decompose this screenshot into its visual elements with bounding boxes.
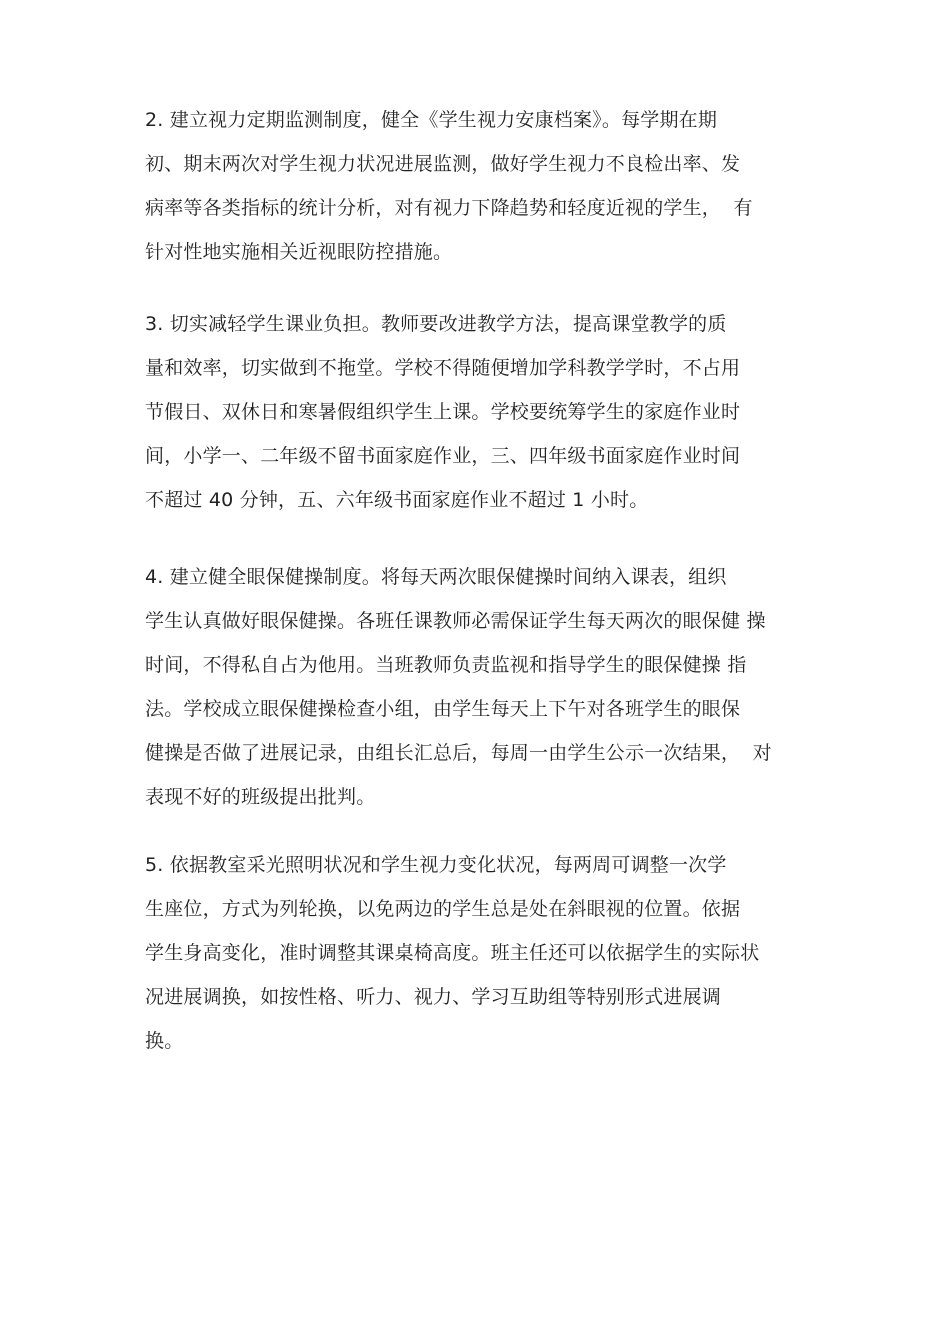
text-line: 针对性地实施相关近视眼防控措施。 xyxy=(145,241,453,263)
paragraph-item-3 xyxy=(145,302,825,522)
text-line: 4. 建立健全眼保健操制度。将每天两次眼保健操时间纳入课表，组织 xyxy=(145,566,727,588)
text-line: 初、期末两次对学生视力状况进展监测，做好学生视力不良检出率、发 xyxy=(145,153,741,175)
text-line: 节假日、双休日和寒暑假组织学生上课。学校要统筹学生的家庭作业时 xyxy=(145,401,741,423)
text-line: 病率等各类指标的统计分析，对有视力下降趋势和轻度近视的学生， 有 xyxy=(145,197,753,219)
text-line: 不超过 40 分钟，五、六年级书面家庭作业不超过 1 小时。 xyxy=(145,489,649,511)
text-line: 量和效率，切实做到不拖堂。学校不得随便增加学科教学学时，不占用 xyxy=(145,357,741,379)
paragraph-item-4 xyxy=(145,555,825,819)
text-line: 5. 依据教室采光照明状况和学生视力变化状况，每两周可调整一次学 xyxy=(145,854,727,876)
text-line: 生座位，方式为列轮换，以免两边的学生总是处在斜眼视的位置。依据 xyxy=(145,898,741,920)
text-line: 3. 切实减轻学生课业负担。教师要改进教学方法，提高课堂教学的质 xyxy=(145,313,727,335)
text-line: 间，小学一、二年级不留书面家庭作业，三、四年级书面家庭作业时间 xyxy=(145,445,741,467)
text-line: 换。 xyxy=(145,1030,184,1052)
paragraph-item-5 xyxy=(145,843,825,1063)
text-line: 健操是否做了进展记录，由组长汇总后，每周一由学生公示一次结果， 对 xyxy=(145,742,772,764)
text-line: 学生认真做好眼保健操。各班任课教师必需保证学生每天两次的眼保健 操 xyxy=(145,610,766,632)
text-line: 表现不好的班级提出批判。 xyxy=(145,786,376,808)
text-line: 2. 建立视力定期监测制度，健全《学生视力安康档案》。每学期在期 xyxy=(145,109,718,131)
text-line: 法。学校成立眼保健操检查小组，由学生每天上下午对各班学生的眼保 xyxy=(145,698,741,720)
text-line: 况进展调换，如按性格、听力、视力、学习互助组等特别形式进展调 xyxy=(145,986,722,1008)
text-line: 学生身高变化，准时调整其课桌椅高度。班主任还可以依据学生的实际状 xyxy=(145,942,760,964)
text-line: 时间，不得私自占为他用。当班教师负责监视和指导学生的眼保健操 指 xyxy=(145,654,747,676)
paragraph-item-2 xyxy=(145,98,825,274)
